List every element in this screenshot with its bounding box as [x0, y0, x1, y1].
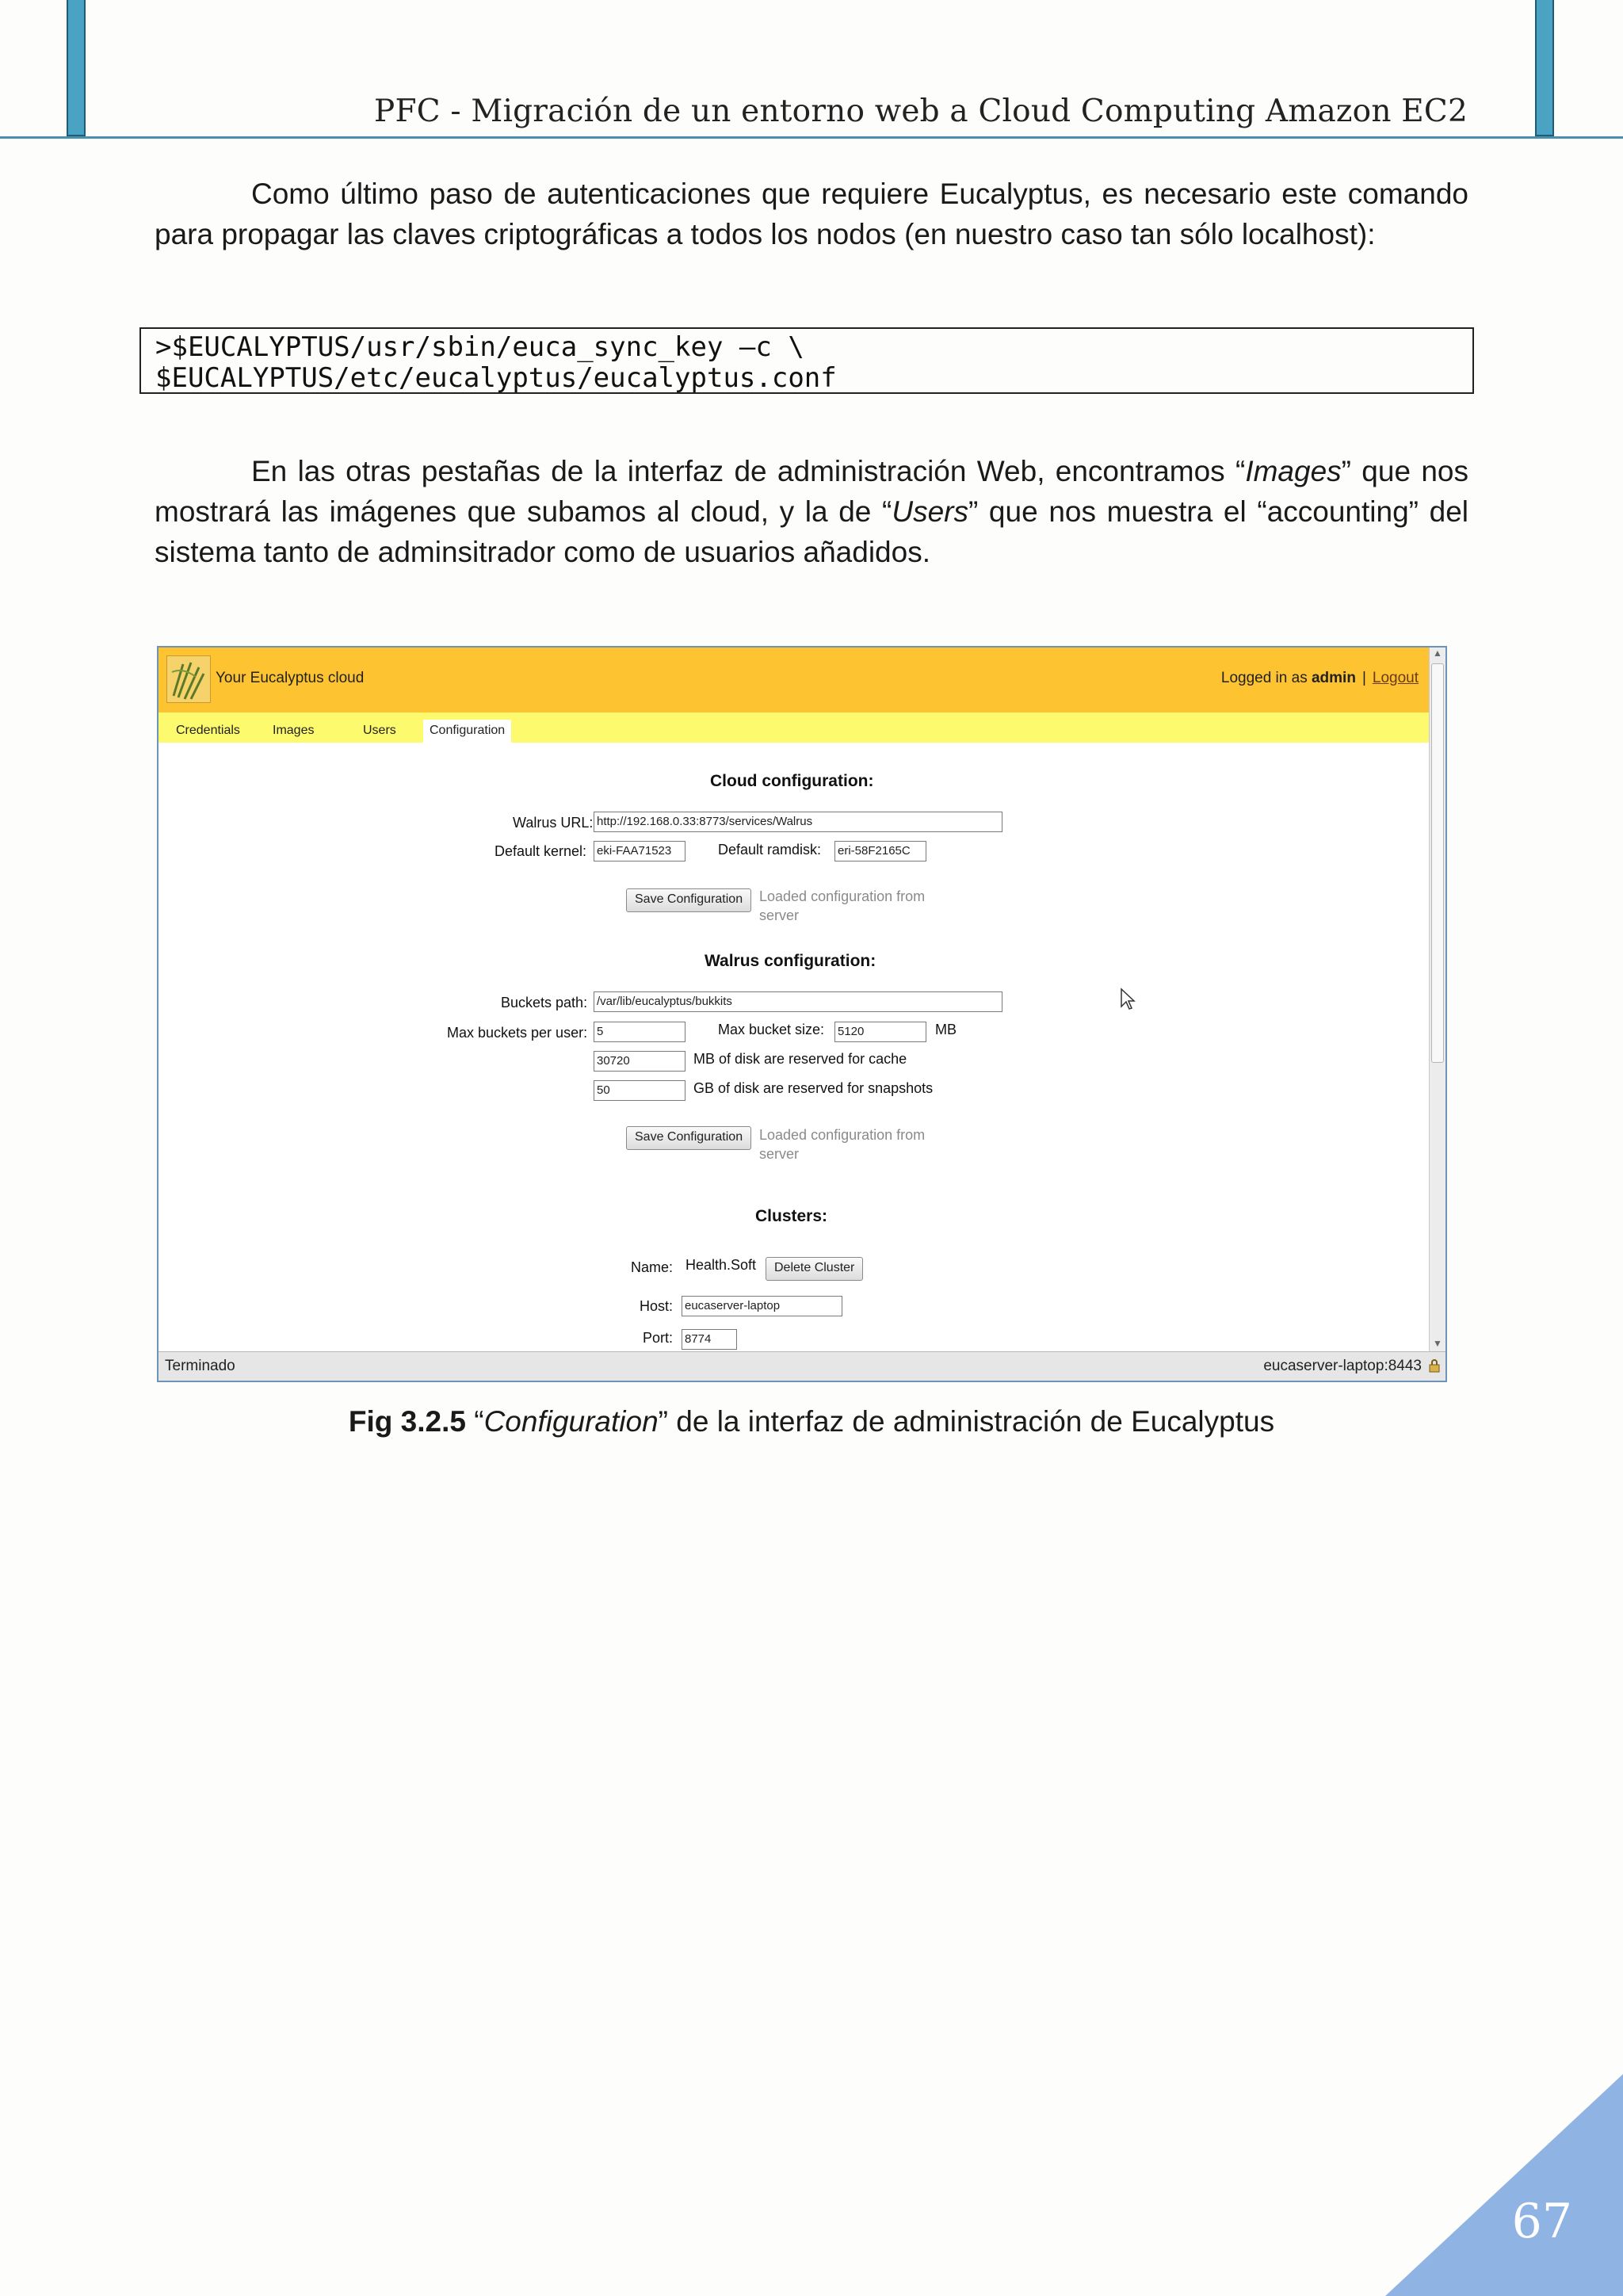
paragraph-2: [155, 451, 1468, 572]
caption-emphasis: Configuration: [483, 1405, 659, 1438]
caption-text: ” de la interfaz de administración de Eucalyptus: [658, 1405, 1275, 1438]
cluster-name-label: Name:: [631, 1259, 674, 1275]
max-buckets-input[interactable]: 5: [594, 1022, 685, 1042]
default-ramdisk-input[interactable]: eri-58F2165C: [834, 841, 926, 861]
tab-images[interactable]: Images: [273, 724, 315, 737]
code-block: >$EUCALYPTUS/usr/sbin/euca_sync_key –c \ $EUCALYPTUS/etc/eucalyptus/eucalyptus.conf: [139, 327, 1474, 394]
walrus-url-input[interactable]: http://192.168.0.33:8773/services/Walrus: [594, 812, 1002, 832]
lock-icon: [1428, 1358, 1441, 1373]
cluster-port-label: Port:: [643, 1330, 674, 1346]
paragraph-2-text-3: ” que nos muestra el “accounting” del sistema tanto de adminsitrador como de usuarios añadidos.: [155, 495, 1468, 568]
figure-screenshot: [157, 646, 1447, 1382]
paragraph-2-emphasis-images: Images: [1245, 455, 1342, 487]
running-title: PFC - Migración de un entorno web a Cloud Computing Amazon EC2: [374, 94, 1468, 129]
page-corner-decoration: [1385, 2074, 1623, 2296]
buckets-path-input[interactable]: /var/lib/eucalyptus/bukkits: [594, 991, 1002, 1012]
status-text: Terminado: [165, 1358, 235, 1374]
paragraph-2-text-1: En las otras pestañas de la interfaz de administración Web, encontramos “: [251, 455, 1246, 487]
logout-link[interactable]: Logout: [1372, 670, 1419, 686]
default-ramdisk-label: Default ramdisk:: [718, 842, 822, 858]
logged-in-prefix: Logged in as: [1220, 670, 1308, 686]
scrollbar-thumb[interactable]: [1431, 663, 1444, 1063]
eucalyptus-logo-icon: [166, 655, 211, 703]
app-title: Your Eucalyptus cloud: [216, 670, 365, 686]
app-header: [158, 648, 1431, 712]
scroll-down-arrow-icon[interactable]: ▼: [1433, 1338, 1442, 1349]
snapshots-reserved-label: GB of disk are reserved for snapshots: [693, 1080, 934, 1096]
caption-fig-number: Fig 3.2.5: [348, 1405, 466, 1438]
cloud-loaded-note: Loaded configuration from server: [759, 888, 926, 923]
cloud-config-heading: Cloud configuration:: [710, 772, 874, 790]
status-host: eucaserver-laptop:8443: [1263, 1358, 1422, 1374]
save-configuration-button-cloud[interactable]: Save Configuration: [626, 888, 751, 912]
page-number: 67: [1511, 2194, 1572, 2249]
walrus-config-heading: Walrus configuration:: [705, 952, 876, 970]
max-bucket-size-input[interactable]: 5120: [834, 1022, 926, 1042]
login-separator: |: [1361, 670, 1366, 686]
header-decoration-left: [67, 0, 86, 136]
snapshots-reserved-input[interactable]: 50: [594, 1080, 685, 1101]
login-status: [1221, 670, 1419, 687]
cluster-host-input[interactable]: eucaserver-laptop: [682, 1296, 842, 1316]
walrus-loaded-note: Loaded configuration from server: [759, 1127, 926, 1162]
caption-open-quote: “: [474, 1405, 484, 1438]
paragraph-2-text-2: ” que nos mostrará las imágenes que subamos al cloud, y la de “: [155, 455, 1468, 528]
tab-bar: [158, 712, 1431, 743]
cluster-host-label: Host:: [640, 1298, 674, 1314]
default-kernel-label: Default kernel:: [495, 843, 587, 859]
header-decoration-right: [1535, 0, 1554, 136]
buckets-path-label: Buckets path:: [501, 995, 588, 1010]
paragraph-1: [155, 174, 1468, 254]
browser-status-bar: [158, 1351, 1445, 1381]
cluster-port-input[interactable]: 8774: [682, 1329, 737, 1350]
header-rule: [0, 136, 1623, 139]
cache-reserved-label: MB of disk are reserved for cache: [693, 1051, 907, 1067]
default-kernel-input[interactable]: eki-FAA71523: [594, 841, 685, 861]
tab-credentials[interactable]: Credentials: [176, 724, 240, 737]
scroll-up-arrow-icon[interactable]: ▲: [1433, 648, 1442, 659]
max-bucket-size-unit: MB: [935, 1022, 957, 1037]
vertical-scrollbar[interactable]: [1429, 648, 1445, 1352]
max-buckets-label: Max buckets per user:: [447, 1025, 588, 1041]
tab-users[interactable]: Users: [363, 724, 396, 737]
paragraph-1-text: Como último paso de autenticaciones que requiere Eucalyptus, es necesario este comando para propagar las claves criptográficas a todos los nodos (en nuestro caso tan sólo localhost):: [155, 178, 1468, 250]
max-bucket-size-label: Max bucket size:: [718, 1022, 825, 1037]
clusters-heading: Clusters:: [755, 1207, 828, 1225]
paragraph-2-emphasis-users: Users: [892, 495, 968, 528]
logged-in-user: admin: [1311, 670, 1356, 686]
save-configuration-button-walrus[interactable]: Save Configuration: [626, 1126, 751, 1150]
figure-caption: [0, 1405, 1623, 1438]
mouse-pointer-icon: [1120, 988, 1136, 1011]
cluster-name-value: Health.Soft: [685, 1257, 757, 1273]
delete-cluster-button[interactable]: Delete Cluster: [766, 1257, 863, 1281]
walrus-url-label: Walrus URL:: [513, 815, 594, 831]
tab-configuration[interactable]: Configuration: [423, 720, 511, 743]
cache-reserved-input[interactable]: 30720: [594, 1051, 685, 1072]
